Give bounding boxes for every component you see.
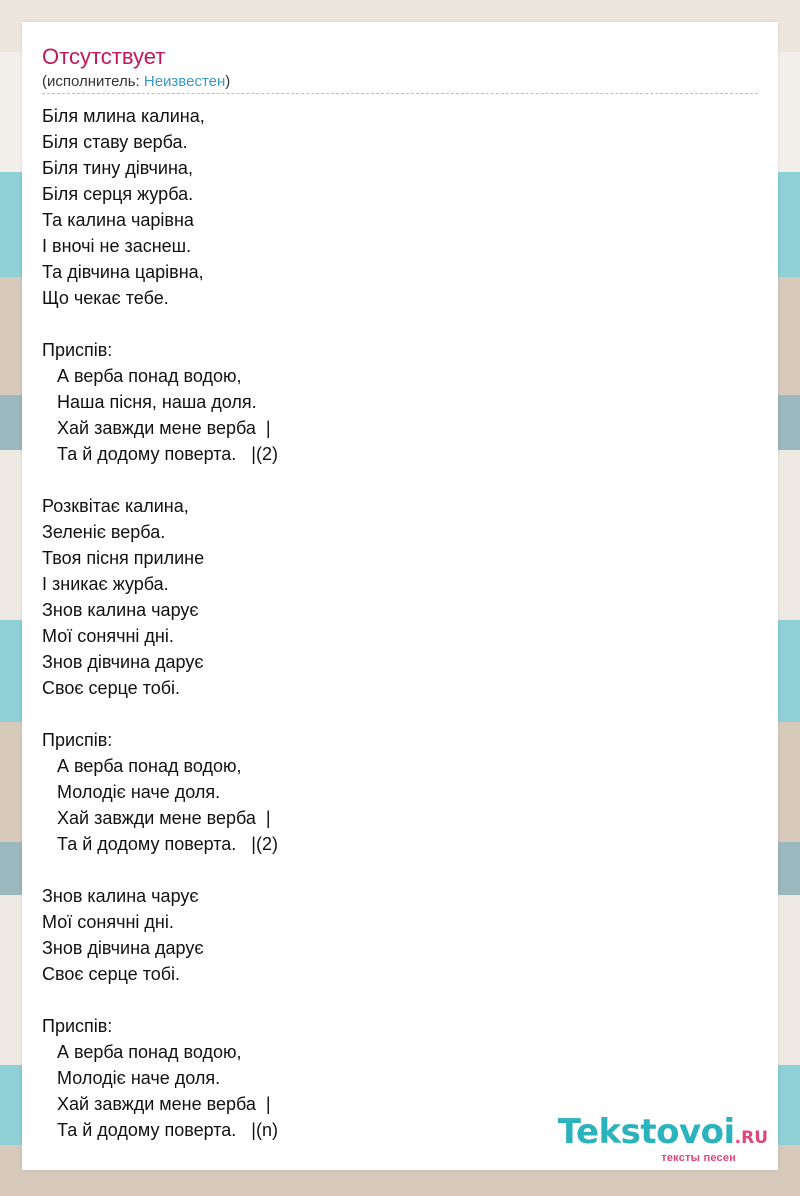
lyric-line: Та калина чарівна <box>42 210 194 230</box>
artist-suffix: ) <box>225 73 231 90</box>
lyric-line: Та й додому поверта. |(2) <box>42 834 278 854</box>
artist-link[interactable]: Неизвестен <box>143 73 226 90</box>
lyric-line: Хай завжди мене верба | <box>42 418 271 438</box>
lyric-line: І зникає журба. <box>42 574 169 594</box>
dashed-divider <box>42 93 758 94</box>
lyric-line: Та й додому поверта. |(2) <box>42 444 278 464</box>
logo-wordmark <box>558 1114 768 1156</box>
site-logo[interactable] <box>558 1114 768 1164</box>
lyric-line: Біля млина калина, <box>42 106 205 126</box>
lyric-line: А верба понад водою, <box>42 366 242 386</box>
lyric-line <box>42 701 278 727</box>
logo-tagline: тексты песен <box>661 1152 736 1164</box>
lyric-line <box>42 311 278 337</box>
lyric-line <box>42 857 278 883</box>
lyric-line: Хай завжди мене верба | <box>42 808 271 828</box>
lyric-line: А верба понад водою, <box>42 756 242 776</box>
logo-name: Tekstovoi <box>557 1112 735 1152</box>
lyric-line: Біля серця журба. <box>42 184 194 204</box>
lyric-line: Знов калина чарує <box>42 886 199 906</box>
lyric-line <box>42 467 278 493</box>
lyric-line: Та й додому поверта. |(n) <box>42 1120 278 1140</box>
lyric-line: Своє серце тобі. <box>42 964 181 984</box>
artist-prefix: (исполнитель: <box>42 73 144 90</box>
lyrics-text <box>42 103 278 1143</box>
song-title: Отсутствует <box>42 44 166 69</box>
lyric-line: Знов калина чарує <box>42 600 199 620</box>
lyric-line: Біля ставу верба. <box>42 132 188 152</box>
lyric-line: Приспів: <box>42 730 113 750</box>
lyric-line: Що чекає тебе. <box>42 288 169 308</box>
lyric-line <box>42 987 278 1013</box>
lyric-line: Приспів: <box>42 340 113 360</box>
lyric-line: Хай завжди мене верба | <box>42 1094 271 1114</box>
artist-line <box>42 73 230 91</box>
lyric-line: І вночі не заснеш. <box>42 236 192 256</box>
lyric-line: Біля тину дівчина, <box>42 158 193 178</box>
lyric-line: Мої сонячні дні. <box>42 912 174 932</box>
lyric-line: Приспів: <box>42 1016 113 1036</box>
lyric-line: Молодіє наче доля. <box>42 1068 221 1088</box>
logo-tld: .RU <box>734 1128 768 1148</box>
lyric-line: Знов дівчина дарує <box>42 652 204 672</box>
lyric-line: Розквітає калина, <box>42 496 189 516</box>
lyric-line: Знов дівчина дарує <box>42 938 204 958</box>
lyric-line: Зеленіє верба. <box>42 522 166 542</box>
lyric-line: Молодіє наче доля. <box>42 782 221 802</box>
lyric-line: Своє серце тобі. <box>42 678 181 698</box>
lyric-line: Мої сонячні дні. <box>42 626 174 646</box>
lyric-line: Твоя пісня прилине <box>42 548 205 568</box>
lyric-line: А верба понад водою, <box>42 1042 242 1062</box>
lyric-line: Та дівчина царівна, <box>42 262 204 282</box>
lyric-line: Наша пісня, наша доля. <box>42 392 257 412</box>
lyrics-card <box>22 22 778 1170</box>
